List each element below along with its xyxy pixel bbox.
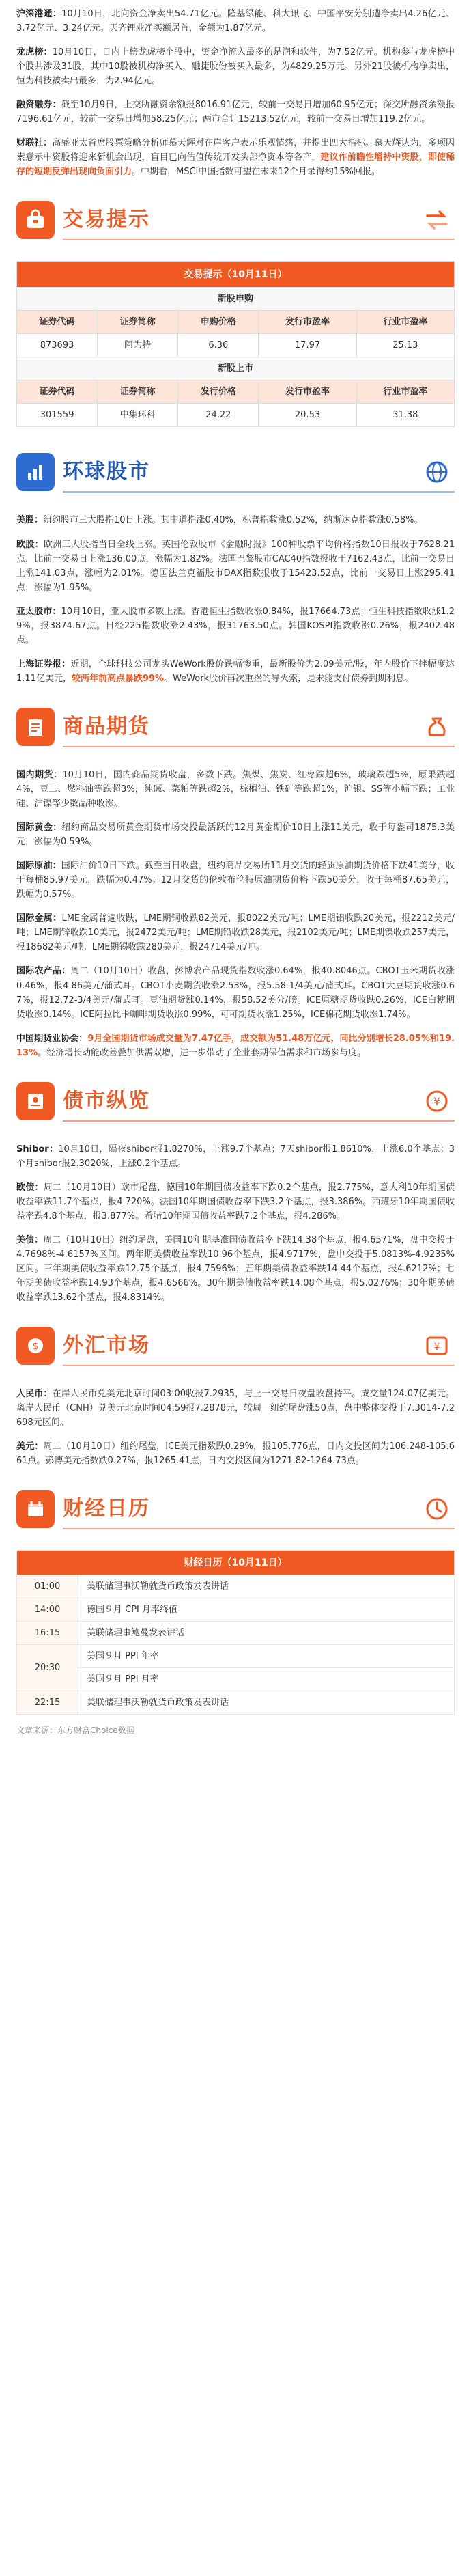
section-title: 商品期货 bbox=[63, 714, 150, 738]
paragraph-metal: 国际金属：LME金属普遍收跌，LME期铜收跌82美元，报8022美元/吨；LME期铝收跌20美元，报2212美元/吨；LME期锌收跌10美元，报2472美元/吨；LME期铅收跌28美元，报2102美元/吨；LME期镍收跌257美元，报18682美元/吨；LME期锡收跌280美元，报24714美元/吨。 bbox=[16, 913, 455, 953]
paragraph-cls: 财联社：高盛亚太首席股票策略分析师慕天辉对在岸客户表示乐观情绪，并提出四大指标。慕天辉认为，多项因素意示中资股将迎来新机会出现，盲目已向估值传统开发头部净资本等各产，建议作前瞻性增持中资股，即使稀存的短期反弹出现向负面引力。中期看，MSCI中国指数可望在未来12个月录得约15%回报。 bbox=[16, 138, 455, 178]
swap-arrows-icon bbox=[423, 206, 451, 234]
section-header-trading bbox=[16, 194, 455, 247]
currency-icon bbox=[16, 1327, 55, 1365]
coin-icon bbox=[423, 1088, 451, 1115]
section-header-global bbox=[16, 446, 455, 499]
svg-text:¥: ¥ bbox=[433, 1342, 440, 1353]
calendar-icon bbox=[16, 1490, 55, 1528]
table-row: 301559 中集环科 24.22 20.53 31.38 bbox=[17, 404, 455, 427]
table-row: 01:00 美联储理事沃勒就货币政策发表讲话 bbox=[17, 1575, 455, 1598]
table-group-listing: 新股上市 bbox=[17, 357, 455, 380]
paragraph-lhb: 龙虎榜：10月10日，日内上榜龙虎榜个股中，资金净流入最多的是润和软件，为7.52亿元。机构参与龙虎榜中个股共涉及31股，其中10股被机构净买入，融捷股份被买入最多，为4829.25万元。另外21股被机构净卖出，恒为科技被卖出最多，为2.94亿元。 bbox=[16, 47, 455, 87]
table-row: 873693 阿为特 6.36 17.97 25.13 bbox=[17, 334, 455, 357]
paragraph-rmb: 人民币：在岸人民币兑美元北京时间03:00收报7.2935，与上一交易日夜盘收盘持平。成交量124.07亿美元。离岸人民币（CNH）兑美元北京时间04:59报7.2878元，较周一纽约尾盘涨50点，盘中整体交投于7.3014-7.2698元区间。 bbox=[16, 1389, 455, 1428]
paragraph-asia-stocks: 亚太股市：10月10日，亚太股市多数上涨。香港恒生指数收涨0.84%，报17664.73点；恒生科技指数收涨1.29%，报3874.67点。日经225指数收涨2.43%，报31763.50点。韩国KOSPI指数收涨0.26%，报2402.48点。 bbox=[16, 606, 455, 646]
section-rule bbox=[63, 239, 455, 240]
calendar-caption: 财经日历（10月11日） bbox=[17, 1551, 455, 1575]
paragraph-eu-bonds: 欧债：周二（10月10日）欧市尾盘，德国10年期国债收益率下跌0.2个基点，报2.775%，意大利10年期国债收益率跌11.7个基点，报4.720%。法国10年期国债收益率下跌3.2个基点，报3.386%。西班牙10年期国债收益率跌4.8个基点，报3.877%。希腊10年期国债收益率跌7.2个基点，报4.286%。 bbox=[16, 1182, 455, 1221]
paragraph-us-stocks: 美股：纽约股市三大股指10日上涨。其中道指涨0.40%，标普指数涨0.52%，纳斯达克指数涨0.58%。 bbox=[16, 515, 423, 526]
paragraph-shibor: Shibor：10月10日，隔夜shibor报1.8270%，上涨9.7个基点；7天shibor报1.8610%，上涨6.0个基点；3个月shibor报2.3020%，上涨0.2个基点。 bbox=[16, 1144, 455, 1169]
paragraph-cfi: 中国期货业协会：9月全国期货市场成交量为7.47亿手，成交额为51.48万亿元，同比分别增长28.05%和19.13%。经济增长动能改善叠加供需双增，进一步带动了企业套期保值需求和市场参与度。 bbox=[16, 1033, 455, 1058]
paragraph-usd: 美元：周二（10月10日）纽约尾盘，ICE美元指数跌0.29%，报105.776点，日内交投区间为106.248-105.661点。彭博美元指数跌0.27%，报1265.41点，日内交投区间为1271.82-1264.73点。 bbox=[16, 1441, 455, 1467]
section-title: 财经日历 bbox=[63, 1497, 150, 1521]
svg-text:¥: ¥ bbox=[433, 1094, 441, 1108]
section-header-calendar bbox=[16, 1483, 455, 1536]
trade-bag-icon bbox=[16, 201, 55, 239]
table-header-row: 证券代码 证券简称 申购价格 发行市盈率 行业市盈率 bbox=[17, 311, 455, 334]
section-rule bbox=[63, 1528, 455, 1529]
section-title: 债市纵览 bbox=[63, 1088, 150, 1113]
table-caption: 交易提示（10月11日） bbox=[17, 262, 455, 288]
trade-table-wrap bbox=[16, 261, 455, 427]
bar-chart-icon bbox=[16, 453, 55, 491]
certificate-icon bbox=[16, 1082, 55, 1120]
section-header-bond bbox=[16, 1075, 455, 1128]
card-stack-icon bbox=[16, 708, 55, 746]
section-header-fx bbox=[16, 1320, 455, 1373]
calendar-table bbox=[16, 1550, 455, 1715]
paragraph-oil: 国际原油：国际油价10日下跌。截至当日收盘，纽约商品交易所11月交货的轻质原油期货价格下跌41美分，收于每桶85.97美元，跌幅为0.47%；12月交货的伦敦布伦特原油期货价格下跌50美分，收于每桶87.65美元，跌幅为0.57%。 bbox=[16, 861, 455, 900]
paragraph-gold: 国际黄金：纽约商品交易所黄金期货市场交投最活跃的12月黄金期价10日上涨11美元，收于每盎司1875.3美元，涨幅为0.59%。 bbox=[16, 822, 455, 848]
paragraph-hsgt: 沪深港通：10月10日，北向资金净卖出54.71亿元。隆基绿能、科大讯飞、中国平安分别遭净卖出4.26亿元、3.72亿元、3.24亿元。天齐锂业净买额居首，金额为1.87亿元。 bbox=[16, 9, 455, 34]
section-header-commodity bbox=[16, 701, 455, 754]
yen-icon bbox=[423, 1332, 451, 1359]
paragraph-sse: 上海证券报：近期，全球科技公司龙头WeWork股价跌幅惨重，最新股价为2.09美元/股，年内股价下挫幅度达1.11亿美元，较两年前高点暴跌99%。WeWork股价再次重挫的导火索，是未能支付债券到期利息。 bbox=[16, 659, 455, 684]
table-row: 22:15 美联储理事沃勒就货币政策发表讲话 bbox=[17, 1691, 455, 1715]
section-rule bbox=[63, 491, 455, 493]
paragraph-agri: 国际农产品：周二（10月10日）收盘，彭博农产品现货指数收涨0.64%，报40.8046点。CBOT玉米期货收涨0.46%，报4.86美元/蒲式耳。CBOT小麦期货收涨2.53%，报5.58-1/4美元/蒲式耳。CBOT大豆期货收涨0.67%，报12.72-3/4美元/蒲式耳。豆油期货涨0.14%，报58.52美分/磅。ICE原糖期货收跌0.26%，ICE白糖期货收涨0.14%。ICE阿拉比卡咖啡期货收涨0.99%，可可期货收涨1.25%，ICE棉花期货收涨1.74%。 bbox=[16, 966, 455, 1020]
paragraph-margin: 融资融券：截至10月9日，上交所融资余额报8016.91亿元，较前一交易日增加60.95亿元；深交所融资余额报7196.61亿元，较前一交易日增加58.25亿元；两市合计15213.52亿元，较前一交易日增加119.2亿元。 bbox=[16, 100, 455, 125]
money-bag-icon bbox=[423, 713, 451, 740]
table-row: 16:15 美联储理事鲍曼发表讲话 bbox=[17, 1622, 455, 1645]
paragraph-us-bonds: 美债：周二（10月10日）纽约尾盘，美国10年期基准国债收益率下跌14.38个基点，报4.6571%，盘中交投于4.7698%-4.6157%区间。两年期美债收益率跌10.96个基点，报4.9717%，盘中交投于5.0813%-4.9235%区间。三年期美债收益率跌12.75个基点，报4.7596%；五年期美债收益率跌14.44个基点，报4.6212%；七年期美债收益率跌14.93个基点，报4.6566%。30年期美债收益率跌14.08个基点，报5.0276%；30年期美债收益率跌13.62个基点，报4.8314%。 bbox=[16, 1234, 455, 1303]
section-title: 环球股市 bbox=[63, 460, 150, 484]
section-rule bbox=[63, 1120, 455, 1122]
svg-text:$: $ bbox=[32, 1341, 39, 1353]
table-row: 美国９月 PPI 月率 bbox=[17, 1668, 455, 1691]
table-row: 14:00 德国９月 CPI 月率终值 bbox=[17, 1598, 455, 1622]
table-row: 20:30 美国９月 PPI 年率 bbox=[17, 1645, 455, 1668]
paragraph-eu-stocks: 欧股：欧洲三大股指当日全线上涨。英国伦敦股市《金融时报》100种股票平均价格指数10日报收于7628.21点，比前一交易日上涨136.00点，涨幅为1.82%。法国巴黎股市CAC40指数报收于7162.43点，比前一交易日上涨141.03点，涨幅为2.01%。德国法兰克福股市DAX指数报收于15423.52点，比前一交易日上涨295.41点，涨幅为1.95%。 bbox=[16, 539, 455, 593]
paragraph-domestic-futures: 国内期货：10月10日，国内商品期货收盘，多数下跌。焦煤、焦炭、红枣跌超6%，玻璃跌超5%，原果跌超4%，豆二、燃料油等跌超3%，纯碱、菜粕等跌超2%，棕榈油、铁矿等跌超1%，沪银、SS等小幅下跌；工业硅、沪镍等少数品种收涨。 bbox=[16, 769, 455, 809]
section-rule bbox=[63, 746, 455, 747]
table-group-ipo: 新股申购 bbox=[17, 288, 455, 311]
section-title: 交易提示 bbox=[63, 208, 150, 232]
globe-icon bbox=[423, 458, 451, 486]
article-source: 文章来源：东方财富Choice数据 bbox=[16, 1726, 134, 1736]
table-header-row: 证券代码 证券简称 发行价格 发行市盈率 行业市盈率 bbox=[17, 380, 455, 404]
section-title: 外汇市场 bbox=[63, 1333, 150, 1358]
clock-icon bbox=[423, 1495, 451, 1523]
section-rule bbox=[63, 1365, 455, 1366]
trade-table bbox=[16, 261, 455, 427]
